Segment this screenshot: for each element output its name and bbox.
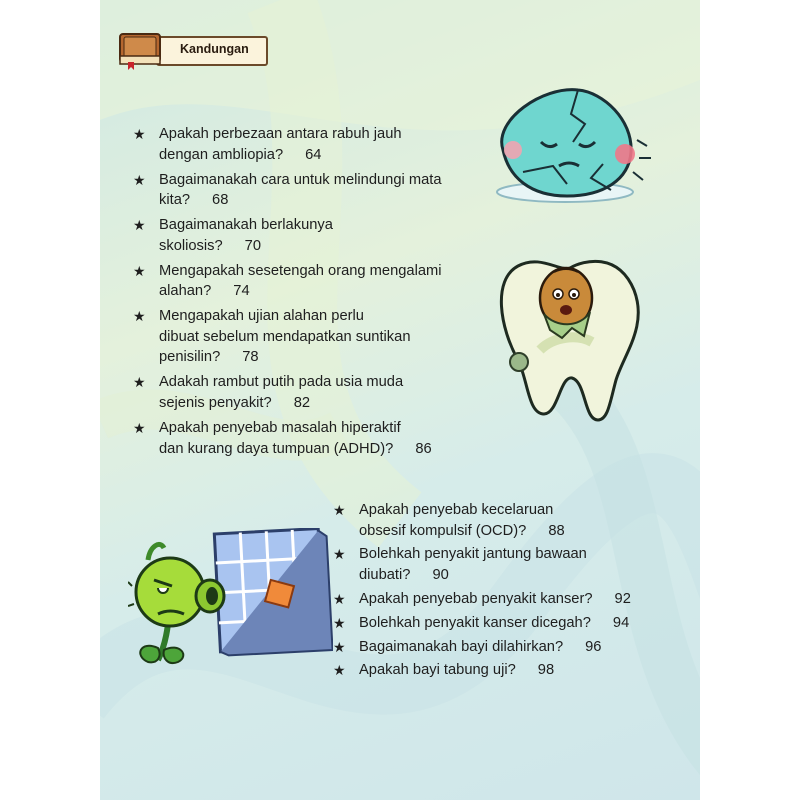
toc-entry-text: kita? (159, 192, 191, 209)
toc-entry (133, 170, 463, 211)
toc-entry-text: Bolehkah penyakit jantung bawaan (359, 546, 587, 563)
toc-page-number: 64 (305, 146, 322, 163)
star-bullet-icon: ★ (333, 546, 346, 563)
toc-entry-text: Bagaimanakah berlakunya (159, 217, 333, 234)
star-bullet-icon: ★ (333, 502, 346, 518)
toc-entry-text: Apakah perbezaan antara rabuh jauh (159, 126, 402, 142)
star-bullet-icon: ★ (133, 420, 146, 437)
star-bullet-icon: ★ (133, 217, 146, 234)
toc-page-number: 90 (432, 566, 449, 583)
toc-entry (133, 418, 463, 459)
toc-page-number: 94 (612, 614, 630, 631)
toc-entry-text: dibuat sebelum mendapatkan suntikan (159, 328, 411, 345)
toc-page-number: 86 (415, 440, 432, 457)
toc-entry-text: penisilin? (159, 349, 221, 366)
cracked-gem-character (483, 80, 658, 210)
contents-list-left (133, 124, 463, 464)
toc-entry-text: Mengapakah ujian alahan perlu (159, 308, 364, 325)
toc-entry (333, 613, 663, 634)
star-bullet-icon: ★ (133, 171, 146, 188)
toc-entry (133, 306, 463, 368)
toc-entry (133, 124, 463, 165)
star-bullet-icon: ★ (133, 374, 146, 391)
toc-entry-text: Apakah penyebab penyakit kanser? (359, 590, 593, 607)
star-bullet-icon: ★ (333, 662, 346, 679)
toc-page-number: 96 (585, 638, 602, 655)
star-bullet-icon: ★ (333, 638, 346, 655)
contents-page (100, 0, 700, 800)
toc-entry-text: dan kurang daya tumpuan (ADHD)? (159, 440, 394, 457)
toc-entry-text: Mengapakah sesetengah orang mengalami (159, 262, 442, 279)
toc-entry-text: obsesif kompulsif (OCD)? (359, 522, 527, 539)
toc-entry (133, 215, 463, 256)
toc-page-number: 88 (548, 522, 565, 539)
star-bullet-icon: ★ (133, 126, 146, 142)
toc-entry-text: Adakah rambut putih pada usia muda (159, 374, 404, 391)
toc-entry-text: Apakah penyebab kecelaruan (359, 502, 554, 518)
toc-page-number: 74 (233, 283, 250, 300)
toc-entry (333, 637, 663, 658)
toc-entry (333, 500, 663, 541)
toc-entry-text: dengan ambliopia? (159, 146, 284, 163)
tooth-character (488, 250, 648, 425)
page-title: Kandungan (180, 42, 249, 56)
toc-entry (133, 372, 463, 413)
toc-entry-text: Bagaimanakah bayi dilahirkan? (359, 638, 564, 655)
toc-entry-text: Bolehkah penyakit kanser dicegah? (359, 614, 591, 631)
toc-entry (333, 544, 663, 585)
section-header (114, 26, 264, 70)
toc-entry-text: diubati? (359, 566, 411, 583)
toc-entry-text: sejenis penyakit? (159, 394, 272, 411)
book-icon (114, 26, 174, 70)
toc-entry-text: Apakah penyebab masalah hiperaktif (159, 420, 401, 437)
toc-page-number: 78 (242, 349, 259, 366)
toc-page-number: 98 (537, 662, 555, 679)
toc-page-number: 70 (244, 237, 262, 254)
toc-page-number: 68 (212, 192, 229, 209)
toc-entry-text: Apakah bayi tabung uji? (359, 662, 516, 679)
toc-page-number: 82 (293, 394, 311, 411)
star-bullet-icon: ★ (133, 308, 146, 325)
toc-entry (333, 660, 663, 681)
star-bullet-icon: ★ (333, 590, 346, 607)
toc-entry (333, 589, 663, 610)
toc-entry-text: Bagaimanakah cara untuk melindungi mata (159, 171, 442, 188)
toc-entry-text: skoliosis? (159, 237, 223, 254)
toc-entry (133, 261, 463, 302)
toc-entry-text: alahan? (159, 283, 212, 300)
star-bullet-icon: ★ (333, 614, 346, 631)
toc-page-number: 92 (614, 590, 631, 607)
peashooter-character (128, 528, 333, 668)
contents-list-right (333, 500, 663, 684)
star-bullet-icon: ★ (133, 262, 146, 279)
